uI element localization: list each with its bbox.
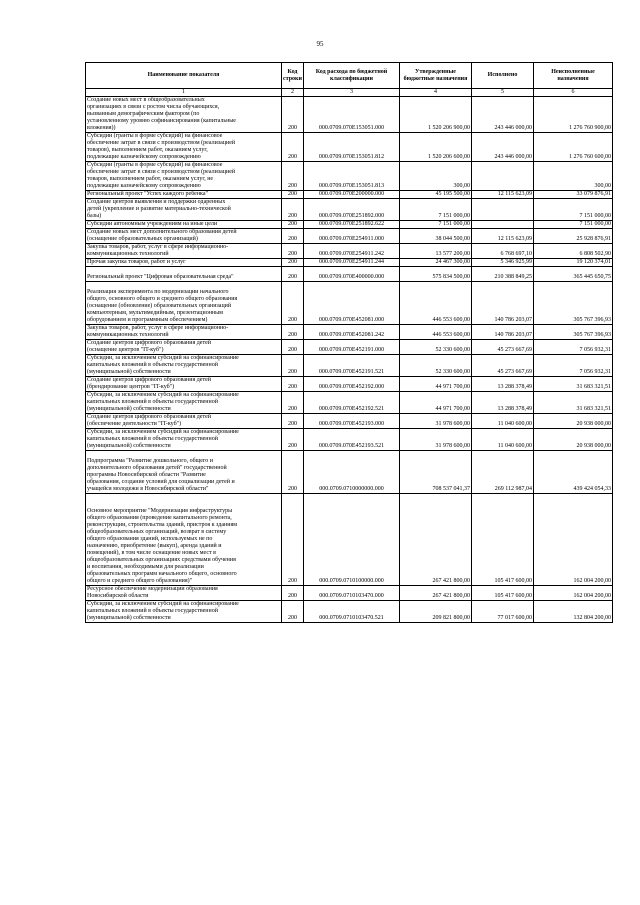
table-row bbox=[86, 191, 613, 199]
row-unexecuted-cell: 31 683 321,51 bbox=[534, 377, 613, 392]
row-code-cell: 200 bbox=[282, 162, 304, 191]
row-name-cell: Субсидии автономным учреждениям на иные цели bbox=[86, 221, 282, 229]
row-code-cell: 200 bbox=[282, 494, 304, 586]
row-unexecuted-cell: 162 004 200,00 bbox=[534, 494, 613, 586]
row-unexecuted-cell: 7 056 932,31 bbox=[534, 340, 613, 355]
row-executed-cell: 5 346 925,99 bbox=[472, 259, 534, 267]
column-number: 3 bbox=[304, 89, 400, 97]
table-body bbox=[86, 97, 613, 623]
row-approved-cell: 209 821 800,00 bbox=[400, 601, 472, 623]
row-executed-cell: 45 273 667,69 bbox=[472, 340, 534, 355]
table-row bbox=[86, 451, 613, 494]
row-name-cell: Создание центров выявления и поддержки одаренных детей (укрепление и развитие материально-технической базы) bbox=[86, 199, 282, 221]
row-name-cell: Закупка товаров, работ, услуг в сфере информационно- коммуникационных технологий bbox=[86, 244, 282, 259]
table-row bbox=[86, 133, 613, 162]
row-approved-cell: 7 151 000,00 bbox=[400, 199, 472, 221]
row-executed-cell: 243 446 000,00 bbox=[472, 97, 534, 133]
row-kbk-cell: 000.0709.070E153051.000 bbox=[304, 97, 400, 133]
row-executed-cell: 12 115 623,09 bbox=[472, 191, 534, 199]
row-approved-cell: 1 520 206 900,00 bbox=[400, 97, 472, 133]
row-unexecuted-cell: 7 056 932,31 bbox=[534, 355, 613, 377]
row-kbk-cell: 000.0709.0710103470.521 bbox=[304, 601, 400, 623]
row-code-cell: 200 bbox=[282, 429, 304, 451]
row-code-cell: 200 bbox=[282, 282, 304, 325]
table-header-row bbox=[86, 63, 613, 89]
row-code-cell: 200 bbox=[282, 244, 304, 259]
column-number: 5 bbox=[472, 89, 534, 97]
row-name-cell: Субсидии (гранты в форме субсидий) на финансовое обеспечение затрат в связи с производством (реализацией товаров), выполнением работ, оказанием услуг, подлежащие казначейскому сопровождению bbox=[86, 133, 282, 162]
row-unexecuted-cell: 162 004 200,00 bbox=[534, 586, 613, 601]
row-kbk-cell: 000.0709.070E153051.813 bbox=[304, 162, 400, 191]
row-unexecuted-cell: 1 276 760 600,00 bbox=[534, 133, 613, 162]
row-kbk-cell: 000.0709.070E452192.000 bbox=[304, 377, 400, 392]
row-name-cell: Прочая закупка товаров, работ и услуг bbox=[86, 259, 282, 267]
row-executed-cell: 105 417 600,00 bbox=[472, 494, 534, 586]
row-approved-cell: 575 834 500,00 bbox=[400, 267, 472, 282]
row-executed-cell: 77 017 600,00 bbox=[472, 601, 534, 623]
row-approved-cell: 446 553 600,00 bbox=[400, 282, 472, 325]
row-approved-cell: 52 330 600,00 bbox=[400, 355, 472, 377]
row-kbk-cell: 000.0709.070E452193.000 bbox=[304, 414, 400, 429]
row-executed-cell: 11 040 600,00 bbox=[472, 414, 534, 429]
row-unexecuted-cell: 7 151 000,00 bbox=[534, 221, 613, 229]
row-approved-cell: 300,00 bbox=[400, 162, 472, 191]
table-row bbox=[86, 586, 613, 601]
row-code-cell: 200 bbox=[282, 259, 304, 267]
row-unexecuted-cell: 33 079 876,91 bbox=[534, 191, 613, 199]
row-code-cell: 200 bbox=[282, 414, 304, 429]
column-number: 6 bbox=[534, 89, 613, 97]
row-unexecuted-cell: 25 928 876,91 bbox=[534, 229, 613, 244]
row-approved-cell: 267 421 800,00 bbox=[400, 586, 472, 601]
row-executed-cell: 140 786 203,07 bbox=[472, 282, 534, 325]
row-code-cell: 200 bbox=[282, 191, 304, 199]
row-code-cell: 200 bbox=[282, 451, 304, 494]
row-kbk-cell: 000.0709.070E452191.000 bbox=[304, 340, 400, 355]
row-kbk-cell: 000.0709.070E251892.622 bbox=[304, 221, 400, 229]
row-name-cell: Субсидии, за исключением субсидий на софинансирование капитальных вложений в объекты государственной (муниципальной) собственности bbox=[86, 429, 282, 451]
row-approved-cell: 44 971 700,00 bbox=[400, 392, 472, 414]
row-unexecuted-cell: 6 808 502,90 bbox=[534, 244, 613, 259]
table-row bbox=[86, 392, 613, 414]
row-approved-cell: 267 421 800,00 bbox=[400, 494, 472, 586]
header-kbk: Код расхода по бюджетной классификации bbox=[304, 63, 400, 89]
table-row bbox=[86, 340, 613, 355]
row-kbk-cell: 000.0709.070E200000.000 bbox=[304, 191, 400, 199]
header-approved: Утвержденные бюджетные назначения bbox=[400, 63, 472, 89]
row-code-cell: 200 bbox=[282, 221, 304, 229]
row-kbk-cell: 000.0709.070E153051.812 bbox=[304, 133, 400, 162]
row-approved-cell: 446 553 600,00 bbox=[400, 325, 472, 340]
row-name-cell: Ресурсное обеспечение модернизации образования Новосибирской области bbox=[86, 586, 282, 601]
row-code-cell: 200 bbox=[282, 340, 304, 355]
table-row bbox=[86, 601, 613, 623]
row-unexecuted-cell: 7 151 000,00 bbox=[534, 199, 613, 221]
row-name-cell: Реализация эксперимента по модернизации начального общего, основного общего и среднего общего образования (оснащение (обновление) образовательных организаций компьютерным, мультимедийным, презентационным оборудованием и программным обеспечением) bbox=[86, 282, 282, 325]
table-row bbox=[86, 259, 613, 267]
table-row bbox=[86, 199, 613, 221]
row-executed-cell: 243 446 000,00 bbox=[472, 133, 534, 162]
row-unexecuted-cell: 305 767 396,93 bbox=[534, 282, 613, 325]
row-kbk-cell: 000.0709.070E452081.000 bbox=[304, 282, 400, 325]
row-approved-cell: 1 520 206 600,00 bbox=[400, 133, 472, 162]
row-kbk-cell: 000.0709.070E452193.521 bbox=[304, 429, 400, 451]
row-approved-cell: 31 978 600,00 bbox=[400, 429, 472, 451]
row-approved-cell: 45 195 500,00 bbox=[400, 191, 472, 199]
row-name-cell: Субсидии (гранты в форме субсидий) на финансовое обеспечение затрат в связи с производством (реализацией товаров, выполнением работ, оказанием услуг, не подлежащие казначейскому сопровождению bbox=[86, 162, 282, 191]
row-kbk-cell: 000.0709.0710000000.000 bbox=[304, 451, 400, 494]
table-row bbox=[86, 429, 613, 451]
row-executed-cell: 13 288 378,49 bbox=[472, 392, 534, 414]
row-kbk-cell: 000.0709.070E251892.000 bbox=[304, 199, 400, 221]
row-name-cell: Подпрограмма "Развитие дошкольного, общего и дополнительного образования детей" государственной программы Новосибирской области "Развитие образования, создание условий для социализации детей и учащейся молодежи в Новосибирской области" bbox=[86, 451, 282, 494]
table-row bbox=[86, 355, 613, 377]
row-unexecuted-cell: 20 938 000,00 bbox=[534, 429, 613, 451]
row-name-cell: Закупка товаров, работ, услуг в сфере информационно- коммуникационных технологий bbox=[86, 325, 282, 340]
row-code-cell: 200 bbox=[282, 97, 304, 133]
column-number: 2 bbox=[282, 89, 304, 97]
row-unexecuted-cell: 300,00 bbox=[534, 162, 613, 191]
row-executed-cell bbox=[472, 162, 534, 191]
row-kbk-cell: 000.0709.0710100000.000 bbox=[304, 494, 400, 586]
row-executed-cell: 105 417 600,00 bbox=[472, 586, 534, 601]
row-code-cell: 200 bbox=[282, 601, 304, 623]
table-row bbox=[86, 221, 613, 229]
table-row bbox=[86, 162, 613, 191]
row-executed-cell: 210 388 849,25 bbox=[472, 267, 534, 282]
row-approved-cell: 38 044 500,00 bbox=[400, 229, 472, 244]
row-executed-cell: 6 768 697,10 bbox=[472, 244, 534, 259]
row-unexecuted-cell: 19 120 374,01 bbox=[534, 259, 613, 267]
row-executed-cell: 45 273 667,69 bbox=[472, 355, 534, 377]
row-approved-cell: 31 978 600,00 bbox=[400, 414, 472, 429]
row-unexecuted-cell: 439 424 054,33 bbox=[534, 451, 613, 494]
row-name-cell: Создание новых мест дополнительного образования детей (оснащение образовательных организаций) bbox=[86, 229, 282, 244]
row-unexecuted-cell: 20 938 000,00 bbox=[534, 414, 613, 429]
budget-execution-table bbox=[85, 62, 613, 623]
table-row bbox=[86, 229, 613, 244]
row-executed-cell: 11 040 600,00 bbox=[472, 429, 534, 451]
row-unexecuted-cell: 1 276 760 900,00 bbox=[534, 97, 613, 133]
row-code-cell: 200 bbox=[282, 229, 304, 244]
row-code-cell: 200 bbox=[282, 355, 304, 377]
row-unexecuted-cell: 305 767 396,93 bbox=[534, 325, 613, 340]
row-name-cell: Субсидии, за исключением субсидий на софинансирование капитальных вложений в объекты государственной (муниципальной) собственности bbox=[86, 355, 282, 377]
row-name-cell: Создание центров цифрового образования детей (оснащение центров "IT-куб") bbox=[86, 340, 282, 355]
row-name-cell: Создание центров цифрового образования детей (брендирование центров "IT-куб") bbox=[86, 377, 282, 392]
row-executed-cell: 12 115 623,09 bbox=[472, 229, 534, 244]
row-name-cell: Региональный проект "Успех каждого ребенка" bbox=[86, 191, 282, 199]
row-executed-cell: 13 288 378,49 bbox=[472, 377, 534, 392]
column-number: 1 bbox=[86, 89, 282, 97]
row-kbk-cell: 000.0709.070E254911.000 bbox=[304, 229, 400, 244]
table-row bbox=[86, 414, 613, 429]
row-unexecuted-cell: 132 804 200,00 bbox=[534, 601, 613, 623]
row-unexecuted-cell: 365 445 650,75 bbox=[534, 267, 613, 282]
row-code-cell: 200 bbox=[282, 392, 304, 414]
table-row bbox=[86, 377, 613, 392]
row-kbk-cell: 000.0709.070E254911.242 bbox=[304, 244, 400, 259]
row-kbk-cell: 000.0709.070E452192.521 bbox=[304, 392, 400, 414]
table-row bbox=[86, 325, 613, 340]
row-kbk-cell: 000.0709.070E452081.242 bbox=[304, 325, 400, 340]
row-code-cell: 200 bbox=[282, 325, 304, 340]
row-code-cell: 200 bbox=[282, 586, 304, 601]
row-code-cell: 200 bbox=[282, 377, 304, 392]
table-row bbox=[86, 267, 613, 282]
row-approved-cell: 13 577 200,00 bbox=[400, 244, 472, 259]
header-unexecuted: Неисполненные назначения bbox=[534, 63, 613, 89]
row-code-cell: 200 bbox=[282, 133, 304, 162]
row-name-cell: Создание центров цифрового образования детей (обеспечение деятельности "IT-куб") bbox=[86, 414, 282, 429]
column-number-row bbox=[86, 89, 613, 97]
table-row bbox=[86, 97, 613, 133]
row-name-cell: Субсидии, за исключением субсидий на софинансирование капитальных вложений в объекты государственной (муниципальной) собственности bbox=[86, 601, 282, 623]
column-number: 4 bbox=[400, 89, 472, 97]
row-kbk-cell: 000.0709.070E400000.000 bbox=[304, 267, 400, 282]
row-approved-cell: 708 537 041,37 bbox=[400, 451, 472, 494]
table-row bbox=[86, 244, 613, 259]
row-kbk-cell: 000.0709.070E254911.244 bbox=[304, 259, 400, 267]
row-kbk-cell: 000.0709.070E452191.521 bbox=[304, 355, 400, 377]
table-row bbox=[86, 494, 613, 586]
header-code: Код строки bbox=[282, 63, 304, 89]
row-executed-cell: 140 786 203,07 bbox=[472, 325, 534, 340]
row-code-cell: 200 bbox=[282, 267, 304, 282]
header-name: Наименование показателя bbox=[86, 63, 282, 89]
row-name-cell: Основное мероприятие "Модернизация инфраструктуры общего образования (проведение капитального ремонта, реконструкции, строительства зданий, пристроя к зданиям общеобразовательных организаций, возврат в систему общего образования зданий, используемых не по назначению, приобретение (выкуп), аренда зданий и помещений), в том числе оснащение новых мест в общеобразовательных организациях средствами обучения и воспитания, необходимыми для реализации образовательных программ начального общего, основного общего и среднего общего образования)" bbox=[86, 494, 282, 586]
table-row bbox=[86, 282, 613, 325]
row-name-cell: Создание новых мест в общеобразовательных организациях в связи с ростом числа обучающихся, вызванным демографическим фактором (по установленному уровню софинансирования (капитальные вложения)) bbox=[86, 97, 282, 133]
row-approved-cell: 7 151 000,00 bbox=[400, 221, 472, 229]
row-executed-cell bbox=[472, 221, 534, 229]
row-executed-cell: 269 112 987,04 bbox=[472, 451, 534, 494]
row-unexecuted-cell: 31 683 321,51 bbox=[534, 392, 613, 414]
row-approved-cell: 52 330 600,00 bbox=[400, 340, 472, 355]
row-name-cell: Субсидии, за исключением субсидий на софинансирование капитальных вложений в объекты государственной (муниципальной) собственности bbox=[86, 392, 282, 414]
page-number: 95 bbox=[316, 40, 324, 48]
row-code-cell: 200 bbox=[282, 199, 304, 221]
row-approved-cell: 44 971 700,00 bbox=[400, 377, 472, 392]
row-name-cell: Региональный проект "Цифровая образовательная среда" bbox=[86, 267, 282, 282]
row-executed-cell bbox=[472, 199, 534, 221]
row-approved-cell: 24 467 300,00 bbox=[400, 259, 472, 267]
row-kbk-cell: 000.0709.0710103470.000 bbox=[304, 586, 400, 601]
header-executed: Исполнено bbox=[472, 63, 534, 89]
